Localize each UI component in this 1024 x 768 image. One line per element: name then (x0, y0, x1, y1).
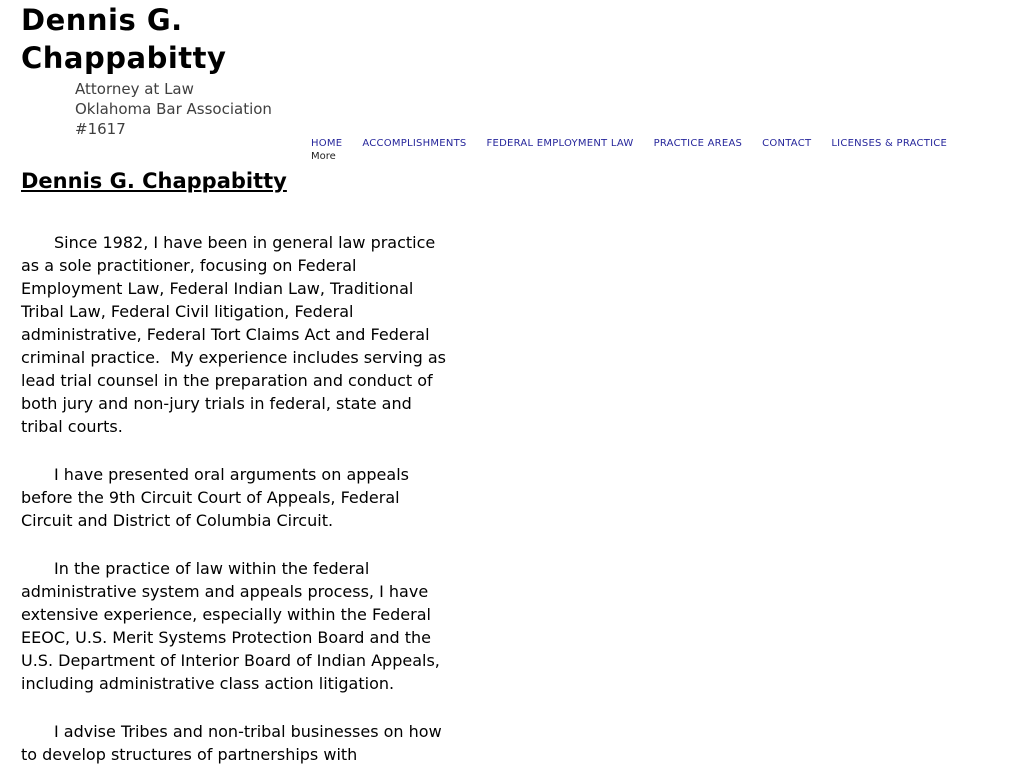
site-header (0, 0, 1024, 168)
subtitle-line-bar-number: #1617 (75, 120, 126, 138)
intro-paragraph: Since 1982, I have been in general law practice as a sole practitioner, focusing on Federal Employment Law, Federal Indian Law, Traditional Tribal Law, Federal Civil litigation, Federal administrative, Federal Tort Claims Act and Federal criminal practice. My experience includes serving as lead trial counsel in the preparation and conduct of both jury and non-jury trials in federal, state and tribal courts. (21, 233, 452, 436)
subtitle-line-bar-association: Oklahoma Bar Association (75, 100, 272, 118)
nav-link-home[interactable]: HOME (311, 138, 343, 149)
nav-link-licenses-practice[interactable]: LICENSES & PRACTICE (831, 138, 948, 149)
subtitle-line-attorney: Attorney at Law (75, 80, 194, 98)
main-content (21, 168, 452, 766)
nav-link-federal-employment-law[interactable]: FEDERAL EMPLOYMENT LAW (486, 138, 634, 149)
tribal-advising-paragraph: I advise Tribes and non-tribal businesses on how to develop structures of partnerships with (21, 722, 447, 764)
administrative-practice-paragraph: In the practice of law within the federal administrative system and appeals process, I have extensive experience, especially within the Federal EEOC, U.S. Merit Systems Protection Board and the U.S. Department of Interior Board of Indian Appeals, including administrative class action litigation. (21, 559, 445, 693)
nav-more-toggle[interactable]: More (311, 151, 336, 162)
site-subtitle (75, 79, 272, 139)
nav-link-practice-areas[interactable]: PRACTICE AREAS (653, 138, 743, 149)
site-title: Dennis G. Chappabitty (21, 3, 227, 75)
page-heading: Dennis G. Chappabitty (21, 169, 287, 193)
appeals-paragraph: I have presented oral arguments on appeals before the 9th Circuit Court of Appeals, Federal Circuit and District of Columbia Circuit. (21, 465, 415, 530)
nav-link-accomplishments[interactable]: ACCOMPLISHMENTS (362, 138, 467, 149)
main-nav (311, 138, 947, 150)
nav-link-contact[interactable]: CONTACT (762, 138, 812, 149)
